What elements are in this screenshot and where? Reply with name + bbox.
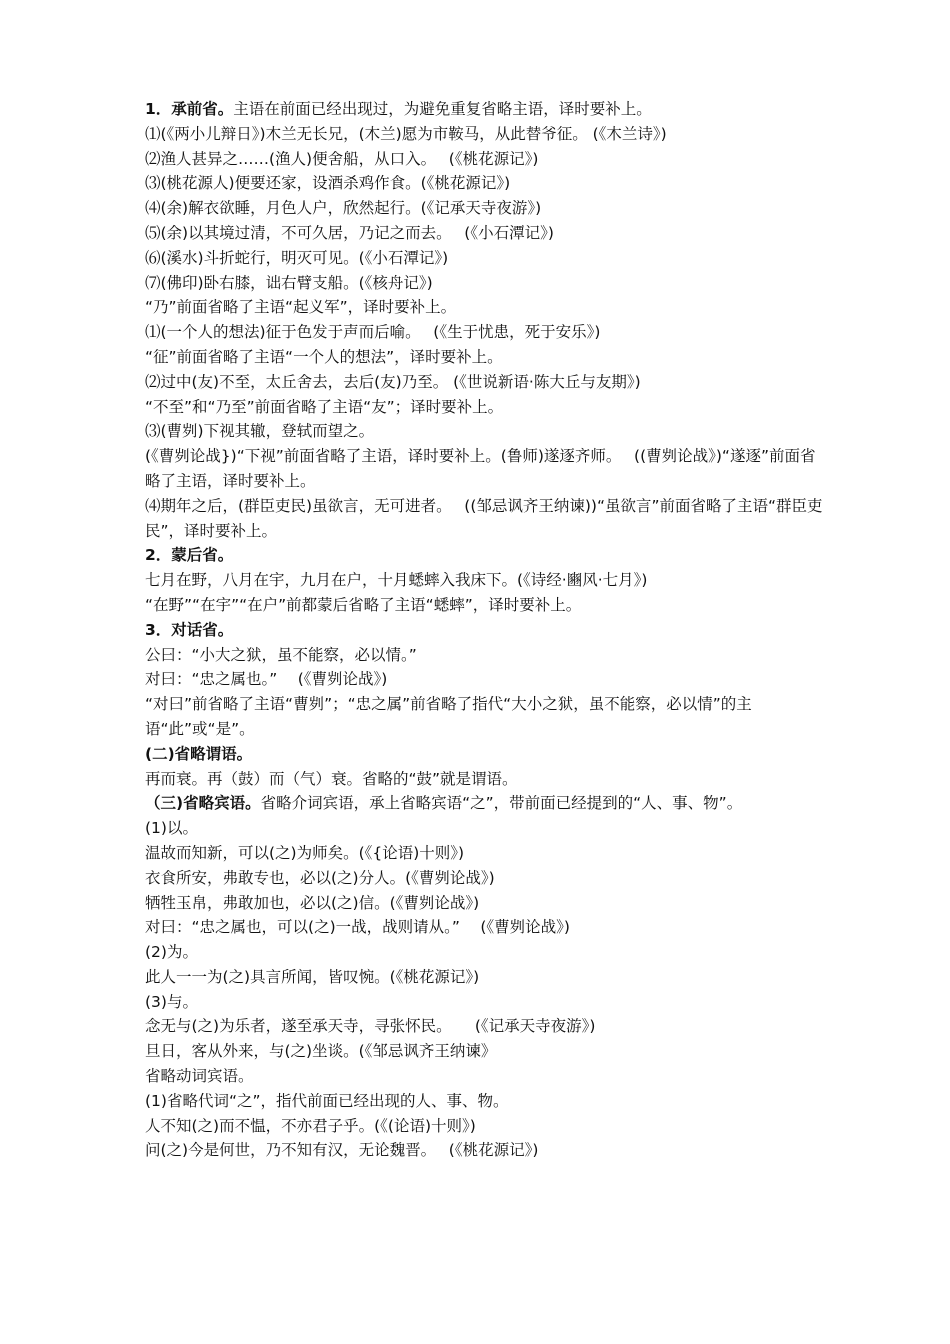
text-line: ⑹(溪水)斗折蛇行，明灭可见。(《小石潭记》) bbox=[145, 248, 449, 267]
text-line: “乃”前面省略了主语“起义军”，译时要补上。 bbox=[145, 298, 457, 317]
text-line: (2)为。 bbox=[145, 943, 198, 962]
text-line: (1)省略代词“之”，指代前面已经出现的人、事、物。 bbox=[145, 1091, 509, 1110]
text-line: ⑵渔人甚异之……(渔人)便舍船，从口入。 (《桃花源记》) bbox=[145, 149, 539, 168]
text-line: 问(之)今是何世，乃不知有汉，无论魏晋。 (《桃花源记》) bbox=[145, 1141, 539, 1160]
text-line: “征”前面省略了主语“一个人的想法”，译时要补上。 bbox=[145, 347, 503, 366]
text-line: ⑶(桃花源人)便要还家，设酒杀鸡作食。(《桃花源记》) bbox=[145, 174, 511, 193]
document-body bbox=[145, 97, 825, 1163]
section-heading-text: 主语在前面已经出现过，为避免重复省略主语，译时要补上。 bbox=[233, 100, 652, 118]
section-heading-line bbox=[145, 791, 825, 816]
text-line: (1)以。 bbox=[145, 819, 198, 838]
text-line: 对曰：“忠之属也，可以(之)一战，战则请从。” (《曹刿论战》) bbox=[145, 918, 570, 937]
text-line: ⑷(余)解衣欲睡，月色人户，欣然起行。(《记承天寺夜游》) bbox=[145, 199, 542, 218]
section-heading-text: 省略介词宾语，承上省略宾语“之”，带前面已经提到的“人、事、物”。 bbox=[260, 794, 743, 813]
text-line: 七月在野，八月在宇，九月在户，十月蟋蟀入我床下。(《诗经·豳风·七月》) bbox=[145, 571, 648, 590]
section-heading: 1．承前省。 bbox=[145, 100, 234, 118]
text-line: ⑴(《两小儿辩日》)木兰无长兄，(木兰)愿为市鞍马，从此替爷征。 (《木兰诗》) bbox=[145, 124, 667, 143]
text-line: ⑺(佛印)卧右膝，诎右臂支船。(《核舟记》) bbox=[145, 273, 433, 292]
section-heading: 3．对话省。 bbox=[145, 620, 234, 639]
section-heading: (二)省略谓语。 bbox=[145, 744, 253, 763]
section-heading-line bbox=[145, 97, 825, 122]
text-line: 再而衰。再（鼓）而（气）衰。省略的“鼓”就是谓语。 bbox=[145, 769, 518, 788]
text-line: “对曰”前省略了主语“曹刿”；“忠之属”前省略了指代“大小之狱，虽不能察，必以情”的主语“此”或“是”。 bbox=[145, 695, 752, 738]
text-line: ⑶(曹刿)下视其辙，登轼而望之。 bbox=[145, 422, 375, 441]
text-line: 此人一一为(之)具言所闻，皆叹惋。(《桃花源记》) bbox=[145, 967, 480, 986]
text-line: 旦日，客从外来，与(之)坐谈。(《邹忌讽齐王纳谏》 bbox=[145, 1042, 497, 1061]
text-line: ⑸(余)以其境过清，不可久居，乃记之而去。 (《小石潭记》) bbox=[145, 223, 554, 242]
text-line: ⑷期年之后，(群臣吏民)虽欲言，无可进者。 ((邹忌讽齐王纳谏))“虽欲言”前面省略了主语“群臣吏民”，译时要补上。 bbox=[145, 496, 823, 540]
text-line: 对曰：“忠之属也。” (《曹刿论战》) bbox=[145, 670, 388, 689]
text-line: 温故而知新，可以(之)为师矣。(《{论语)十则》) bbox=[145, 843, 465, 862]
text-line: 念无与(之)为乐者，遂至承天寺，寻张怀民。 (《记承天寺夜游》) bbox=[145, 1017, 596, 1036]
text-line: (《曹刿论战})“下视”前面省略了主语，译时要补上。(鲁师)遂逐齐师。 ((曹刿论战》)“遂逐”前面省略了主语，译时要补上。 bbox=[145, 447, 816, 490]
text-line: 衣食所安，弗敢专也，必以(之)分人。(《曹刿论战》) bbox=[145, 868, 495, 887]
text-line: ⑵过中(友)不至，太丘舍去，去后(友)乃至。 (《世说新语·陈大丘与友期》) bbox=[145, 372, 641, 391]
text-line: (3)与。 bbox=[145, 992, 198, 1011]
text-line: 省略动词宾语。 bbox=[145, 1067, 254, 1086]
text-line: “不至”和“乃至”前面省略了主语“友”；译时要补上。 bbox=[145, 397, 504, 416]
section-heading: 2．蒙后省。 bbox=[145, 546, 234, 565]
text-line: “在野”“在宇”“在户”前都蒙后省略了主语“蟋蟀”，译时要补上。 bbox=[145, 595, 582, 614]
text-line: ⑴(一个人的想法)征于色发于声而后喻。 (《生于忧患，死于安乐》) bbox=[145, 323, 601, 342]
text-line: 牺牲玉帛，弗敢加也，必以(之)信。(《曹刿论战》) bbox=[145, 893, 480, 912]
text-line: 公曰：“小大之狱，虽不能察，必以情。” bbox=[145, 645, 417, 664]
section-heading: （三)省略宾语。 bbox=[145, 794, 261, 813]
text-line: 人不知(之)而不愠，不亦君子乎。(《(论语)十则》) bbox=[145, 1116, 476, 1135]
